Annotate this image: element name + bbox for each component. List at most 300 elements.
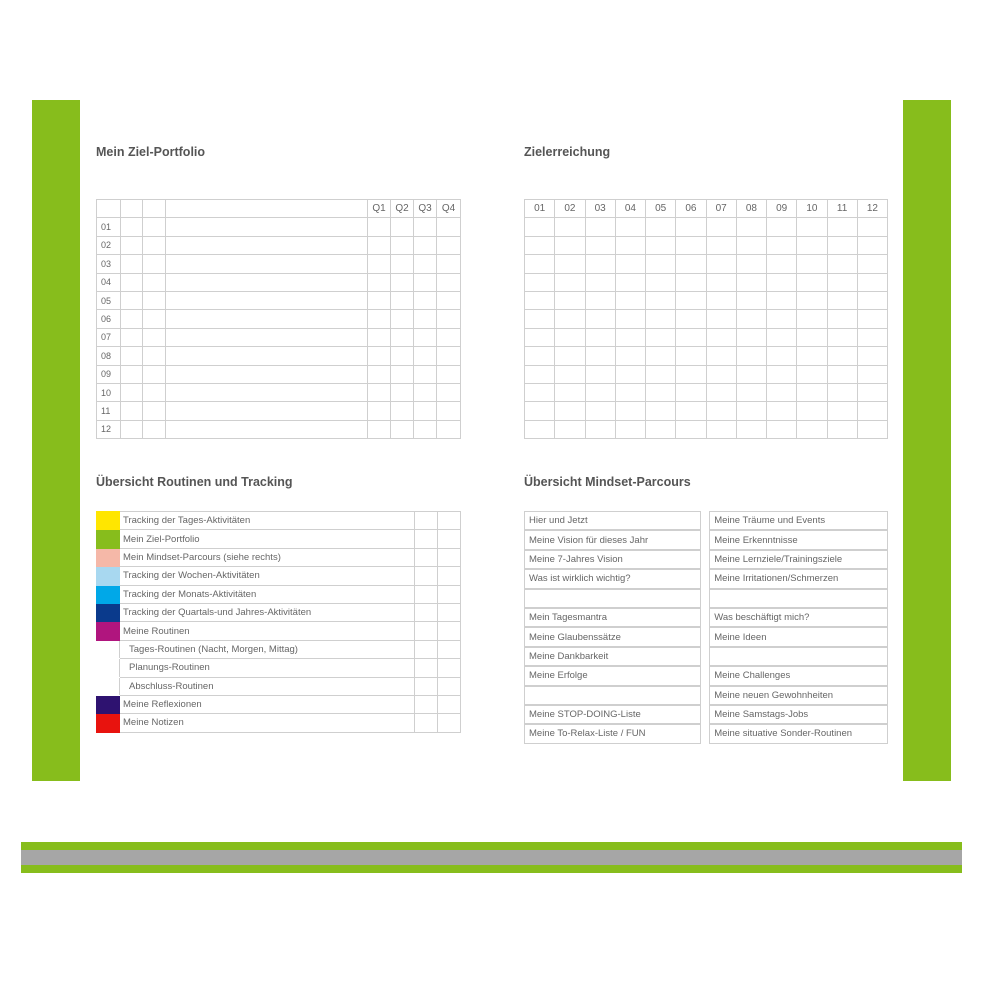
achievement-row (525, 255, 888, 273)
portfolio-cell[interactable] (166, 365, 368, 383)
achievement-cell[interactable] (676, 383, 706, 401)
portfolio-cell[interactable] (414, 218, 437, 236)
achievement-cell[interactable] (797, 236, 827, 254)
portfolio-cell[interactable] (391, 310, 414, 328)
achievement-cell[interactable] (827, 218, 857, 236)
portfolio-cell[interactable] (391, 236, 414, 254)
mindset-row (524, 511, 888, 530)
portfolio-cell[interactable] (166, 383, 368, 401)
achievement-cell[interactable] (646, 347, 676, 365)
achievement-cell[interactable] (827, 383, 857, 401)
achievement-cell[interactable] (767, 291, 797, 309)
achievement-cell[interactable] (706, 255, 736, 273)
portfolio-cell[interactable] (121, 365, 143, 383)
achievement-cell[interactable] (706, 273, 736, 291)
portfolio-cell[interactable] (368, 328, 391, 346)
achievement-cell[interactable] (736, 218, 766, 236)
achievement-cell[interactable] (706, 310, 736, 328)
portfolio-cell[interactable] (121, 310, 143, 328)
bottom-stripe-gray (21, 850, 962, 865)
achievement-cell[interactable] (857, 328, 887, 346)
achievement-cell[interactable] (555, 236, 585, 254)
achievement-cell[interactable] (646, 420, 676, 438)
achievement-cell[interactable] (857, 291, 887, 309)
portfolio-header-cell (121, 200, 143, 218)
portfolio-cell[interactable] (437, 236, 461, 254)
portfolio-row-number: 04 (97, 273, 121, 291)
achievement-cell[interactable] (676, 255, 706, 273)
routine-check-cell[interactable] (415, 548, 438, 566)
portfolio-cell[interactable] (368, 273, 391, 291)
quarter-header: Q3 (414, 200, 437, 218)
portfolio-cell[interactable] (166, 291, 368, 309)
achievement-cell[interactable] (555, 255, 585, 273)
portfolio-row-number: 09 (97, 365, 121, 383)
achievement-cell[interactable] (736, 328, 766, 346)
routine-check-cell[interactable] (415, 677, 438, 695)
portfolio-cell[interactable] (437, 273, 461, 291)
portfolio-cell[interactable] (166, 218, 368, 236)
portfolio-cell[interactable] (391, 273, 414, 291)
achievement-cell[interactable] (827, 328, 857, 346)
achievement-cell[interactable] (555, 273, 585, 291)
achievement-cell[interactable] (736, 310, 766, 328)
portfolio-cell[interactable] (166, 347, 368, 365)
routine-row (97, 659, 461, 677)
achievement-cell[interactable] (857, 420, 887, 438)
achievement-cell[interactable] (525, 255, 555, 273)
routine-check-cell[interactable] (438, 603, 461, 621)
achievement-cell[interactable] (797, 365, 827, 383)
month-header: 04 (615, 200, 645, 218)
routine-label: Tracking der Tages-Aktivitäten (120, 512, 415, 530)
routine-label: Meine Routinen (120, 622, 415, 640)
achievement-cell[interactable] (676, 347, 706, 365)
achievement-cell[interactable] (555, 420, 585, 438)
portfolio-cell[interactable] (166, 255, 368, 273)
achievement-cell[interactable] (767, 328, 797, 346)
achievement-cell[interactable] (525, 347, 555, 365)
achievement-cell[interactable] (585, 365, 615, 383)
portfolio-cell[interactable] (437, 420, 461, 438)
portfolio-cell[interactable] (391, 365, 414, 383)
portfolio-cell[interactable] (368, 236, 391, 254)
portfolio-cell[interactable] (121, 218, 143, 236)
portfolio-cell[interactable] (121, 420, 143, 438)
achievement-cell[interactable] (827, 236, 857, 254)
portfolio-cell[interactable] (391, 328, 414, 346)
achievement-cell[interactable] (555, 347, 585, 365)
achievement-cell[interactable] (706, 365, 736, 383)
achievement-cell[interactable] (706, 236, 736, 254)
achievement-cell[interactable] (676, 291, 706, 309)
mindset-item-left: Meine STOP-DOING-Liste (524, 705, 701, 724)
portfolio-row-number: 01 (97, 218, 121, 236)
achievement-cell[interactable] (585, 310, 615, 328)
portfolio-cell[interactable] (414, 420, 437, 438)
achievement-cell[interactable] (585, 273, 615, 291)
portfolio-cell[interactable] (368, 420, 391, 438)
portfolio-cell[interactable] (121, 236, 143, 254)
portfolio-cell[interactable] (391, 383, 414, 401)
achievement-cell[interactable] (646, 310, 676, 328)
achievement-cell[interactable] (555, 402, 585, 420)
achievement-cell[interactable] (736, 273, 766, 291)
routine-check-cell[interactable] (438, 659, 461, 677)
portfolio-header-row (97, 200, 461, 218)
achievement-cell[interactable] (797, 328, 827, 346)
portfolio-cell[interactable] (143, 328, 166, 346)
routine-check-cell[interactable] (438, 714, 461, 732)
achievement-cell[interactable] (706, 383, 736, 401)
achievement-cell[interactable] (706, 420, 736, 438)
routine-check-cell[interactable] (415, 567, 438, 585)
portfolio-cell[interactable] (437, 328, 461, 346)
achievement-cell[interactable] (615, 310, 645, 328)
achievement-cell[interactable] (706, 402, 736, 420)
achievement-cell[interactable] (857, 310, 887, 328)
achievement-row (525, 347, 888, 365)
portfolio-cell[interactable] (368, 383, 391, 401)
portfolio-table (96, 199, 461, 439)
routine-label: Tracking der Wochen-Aktivitäten (120, 567, 415, 585)
portfolio-cell[interactable] (414, 291, 437, 309)
achievement-cell[interactable] (646, 383, 676, 401)
routine-row (97, 603, 461, 621)
portfolio-cell[interactable] (143, 310, 166, 328)
achievement-cell[interactable] (555, 383, 585, 401)
achievement-cell[interactable] (857, 402, 887, 420)
achievement-cell[interactable] (767, 383, 797, 401)
achievement-cell[interactable] (797, 383, 827, 401)
portfolio-cell[interactable] (391, 291, 414, 309)
achievement-cell[interactable] (767, 310, 797, 328)
routine-check-cell[interactable] (438, 567, 461, 585)
achievement-row (525, 365, 888, 383)
achievement-cell[interactable] (646, 218, 676, 236)
achievement-cell[interactable] (797, 291, 827, 309)
achievement-cell[interactable] (797, 218, 827, 236)
achievement-cell[interactable] (615, 291, 645, 309)
achievement-cell[interactable] (857, 383, 887, 401)
routine-label: Mein Ziel-Portfolio (120, 530, 415, 548)
portfolio-cell[interactable] (166, 310, 368, 328)
portfolio-title: Mein Ziel-Portfolio (96, 145, 206, 159)
portfolio-cell[interactable] (414, 383, 437, 401)
portfolio-cell[interactable] (121, 402, 143, 420)
routine-check-cell[interactable] (438, 640, 461, 658)
achievement-cell[interactable] (857, 255, 887, 273)
achievement-cell[interactable] (797, 273, 827, 291)
achievement-cell[interactable] (767, 402, 797, 420)
achievement-cell[interactable] (525, 383, 555, 401)
mindset-row (524, 550, 888, 569)
portfolio-cell[interactable] (166, 273, 368, 291)
portfolio-cell[interactable] (121, 328, 143, 346)
mindset-row (524, 647, 888, 666)
routine-check-cell[interactable] (438, 622, 461, 640)
portfolio-cell[interactable] (121, 255, 143, 273)
achievement-cell[interactable] (676, 236, 706, 254)
portfolio-row-number: 07 (97, 328, 121, 346)
portfolio-cell[interactable] (143, 291, 166, 309)
portfolio-cell[interactable] (166, 420, 368, 438)
routine-check-cell[interactable] (438, 530, 461, 548)
portfolio-cell[interactable] (414, 273, 437, 291)
achievement-cell[interactable] (857, 365, 887, 383)
portfolio-row (97, 365, 461, 383)
portfolio-header-cell (97, 200, 121, 218)
routine-check-cell[interactable] (415, 714, 438, 732)
achievement-cell[interactable] (525, 365, 555, 383)
portfolio-cell[interactable] (143, 420, 166, 438)
achievement-cell[interactable] (646, 402, 676, 420)
achievement-cell[interactable] (646, 236, 676, 254)
portfolio-cell[interactable] (437, 347, 461, 365)
portfolio-cell[interactable] (121, 291, 143, 309)
achievement-cell[interactable] (585, 402, 615, 420)
achievement-cell[interactable] (555, 310, 585, 328)
achievement-cell[interactable] (646, 328, 676, 346)
portfolio-cell[interactable] (166, 402, 368, 420)
achievement-cell[interactable] (827, 291, 857, 309)
portfolio-cell[interactable] (121, 383, 143, 401)
month-header: 11 (827, 200, 857, 218)
achievement-cell[interactable] (706, 328, 736, 346)
routine-row (97, 622, 461, 640)
portfolio-cell[interactable] (143, 365, 166, 383)
routine-color-swatch (97, 530, 120, 548)
achievement-cell[interactable] (525, 420, 555, 438)
achievement-cell[interactable] (525, 310, 555, 328)
portfolio-cell[interactable] (121, 273, 143, 291)
portfolio-cell[interactable] (414, 402, 437, 420)
routine-check-cell[interactable] (438, 695, 461, 713)
achievement-cell[interactable] (767, 255, 797, 273)
portfolio-cell[interactable] (391, 347, 414, 365)
routine-check-cell[interactable] (438, 548, 461, 566)
achievement-cell[interactable] (767, 347, 797, 365)
routine-check-cell[interactable] (415, 659, 438, 677)
achievement-cell[interactable] (767, 236, 797, 254)
achievement-row (525, 383, 888, 401)
achievement-cell[interactable] (525, 273, 555, 291)
routine-check-cell[interactable] (415, 622, 438, 640)
achievement-cell[interactable] (585, 420, 615, 438)
achievement-cell[interactable] (525, 402, 555, 420)
portfolio-cell[interactable] (414, 255, 437, 273)
portfolio-cell[interactable] (437, 402, 461, 420)
portfolio-cell[interactable] (414, 310, 437, 328)
portfolio-cell[interactable] (166, 236, 368, 254)
portfolio-cell[interactable] (143, 236, 166, 254)
achievement-cell[interactable] (857, 236, 887, 254)
achievement-cell[interactable] (615, 420, 645, 438)
portfolio-cell[interactable] (414, 328, 437, 346)
month-header: 12 (857, 200, 887, 218)
achievement-cell[interactable] (615, 347, 645, 365)
achievement-cell[interactable] (615, 255, 645, 273)
portfolio-cell[interactable] (414, 365, 437, 383)
achievement-cell[interactable] (615, 328, 645, 346)
portfolio-cell[interactable] (368, 365, 391, 383)
portfolio-cell[interactable] (437, 291, 461, 309)
achievement-cell[interactable] (827, 365, 857, 383)
routine-check-cell[interactable] (415, 603, 438, 621)
portfolio-cell[interactable] (414, 347, 437, 365)
routine-check-cell[interactable] (415, 512, 438, 530)
routine-check-cell[interactable] (415, 695, 438, 713)
achievement-cell[interactable] (797, 255, 827, 273)
routine-check-cell[interactable] (438, 585, 461, 603)
achievement-cell[interactable] (525, 218, 555, 236)
routine-row (97, 677, 461, 695)
routine-check-cell[interactable] (415, 585, 438, 603)
achievement-cell[interactable] (736, 347, 766, 365)
mindset-item-left: Meine Glaubenssätze (524, 627, 701, 646)
achievement-cell[interactable] (797, 420, 827, 438)
achievement-cell[interactable] (555, 365, 585, 383)
portfolio-cell[interactable] (368, 255, 391, 273)
portfolio-cell[interactable] (368, 291, 391, 309)
portfolio-cell[interactable] (143, 347, 166, 365)
achievement-cell[interactable] (555, 291, 585, 309)
portfolio-cell[interactable] (143, 273, 166, 291)
achievement-cell[interactable] (706, 218, 736, 236)
portfolio-cell[interactable] (391, 402, 414, 420)
achievement-cell[interactable] (767, 365, 797, 383)
achievement-cell[interactable] (525, 236, 555, 254)
achievement-cell[interactable] (585, 236, 615, 254)
achievement-cell[interactable] (585, 328, 615, 346)
mindset-item-right: Meine Ideen (709, 627, 888, 646)
achievement-cell[interactable] (797, 310, 827, 328)
achievement-cell[interactable] (827, 255, 857, 273)
portfolio-cell[interactable] (391, 255, 414, 273)
achievement-cell[interactable] (676, 328, 706, 346)
achievement-cell[interactable] (767, 420, 797, 438)
achievement-cell[interactable] (646, 255, 676, 273)
bottom-stripe-green-top (21, 842, 962, 850)
achievement-cell[interactable] (797, 402, 827, 420)
portfolio-cell[interactable] (437, 310, 461, 328)
achievement-cell[interactable] (736, 383, 766, 401)
achievement-cell[interactable] (736, 365, 766, 383)
mindset-item-left: Meine Erfolge (524, 666, 701, 685)
achievement-cell[interactable] (525, 328, 555, 346)
achievement-cell[interactable] (676, 273, 706, 291)
portfolio-row (97, 328, 461, 346)
achievement-cell[interactable] (646, 365, 676, 383)
achievement-cell[interactable] (706, 347, 736, 365)
routine-check-cell[interactable] (415, 640, 438, 658)
achievement-cell[interactable] (676, 420, 706, 438)
achievement-cell[interactable] (736, 402, 766, 420)
routine-check-cell[interactable] (438, 512, 461, 530)
achievement-cell[interactable] (555, 218, 585, 236)
achievement-cell[interactable] (706, 291, 736, 309)
achievement-cell[interactable] (585, 255, 615, 273)
portfolio-cell[interactable] (143, 218, 166, 236)
portfolio-cell[interactable] (143, 255, 166, 273)
achievement-cell[interactable] (646, 291, 676, 309)
portfolio-cell[interactable] (143, 402, 166, 420)
portfolio-cell[interactable] (414, 236, 437, 254)
quarter-header: Q1 (368, 200, 391, 218)
achievement-cell[interactable] (857, 218, 887, 236)
routine-label: Planungs-Routinen (120, 659, 415, 677)
portfolio-cell[interactable] (368, 402, 391, 420)
mindset-item-right (709, 647, 888, 666)
achievement-cell[interactable] (585, 383, 615, 401)
achievement-cell[interactable] (646, 273, 676, 291)
portfolio-row (97, 291, 461, 309)
routine-label: Meine Notizen (120, 714, 415, 732)
achievement-cell[interactable] (767, 273, 797, 291)
right-green-bar (903, 100, 951, 781)
achievement-cell[interactable] (615, 236, 645, 254)
portfolio-cell[interactable] (391, 218, 414, 236)
portfolio-cell[interactable] (121, 347, 143, 365)
portfolio-cell[interactable] (368, 310, 391, 328)
routine-check-cell[interactable] (438, 677, 461, 695)
achievement-title: Zielerreichung (524, 145, 611, 159)
achievement-cell[interactable] (736, 291, 766, 309)
achievement-cell[interactable] (736, 420, 766, 438)
achievement-cell[interactable] (857, 347, 887, 365)
routine-check-cell[interactable] (415, 530, 438, 548)
portfolio-cell[interactable] (391, 420, 414, 438)
achievement-cell[interactable] (615, 218, 645, 236)
achievement-cell[interactable] (555, 328, 585, 346)
routine-label: Abschluss-Routinen (120, 677, 415, 695)
portfolio-cell[interactable] (143, 383, 166, 401)
achievement-cell[interactable] (827, 273, 857, 291)
portfolio-cell[interactable] (437, 255, 461, 273)
achievement-cell[interactable] (615, 383, 645, 401)
portfolio-cell[interactable] (368, 218, 391, 236)
achievement-cell[interactable] (585, 291, 615, 309)
achievement-cell[interactable] (585, 347, 615, 365)
achievement-cell[interactable] (615, 273, 645, 291)
achievement-row (525, 402, 888, 420)
portfolio-cell[interactable] (437, 383, 461, 401)
portfolio-cell[interactable] (437, 365, 461, 383)
portfolio-cell[interactable] (437, 218, 461, 236)
achievement-cell[interactable] (525, 291, 555, 309)
achievement-cell[interactable] (615, 365, 645, 383)
achievement-cell[interactable] (767, 218, 797, 236)
achievement-cell[interactable] (615, 402, 645, 420)
achievement-cell[interactable] (676, 218, 706, 236)
months-header-row (525, 200, 888, 218)
achievement-cell[interactable] (585, 218, 615, 236)
achievement-cell[interactable] (676, 402, 706, 420)
portfolio-cell[interactable] (166, 328, 368, 346)
achievement-cell[interactable] (797, 347, 827, 365)
achievement-cell[interactable] (676, 310, 706, 328)
achievement-cell[interactable] (676, 365, 706, 383)
achievement-cell[interactable] (827, 402, 857, 420)
achievement-cell[interactable] (736, 236, 766, 254)
achievement-cell[interactable] (736, 255, 766, 273)
achievement-cell[interactable] (827, 420, 857, 438)
routine-color-swatch (97, 677, 120, 695)
achievement-cell[interactable] (857, 273, 887, 291)
achievement-cell[interactable] (827, 347, 857, 365)
achievement-cell[interactable] (827, 310, 857, 328)
portfolio-cell[interactable] (368, 347, 391, 365)
